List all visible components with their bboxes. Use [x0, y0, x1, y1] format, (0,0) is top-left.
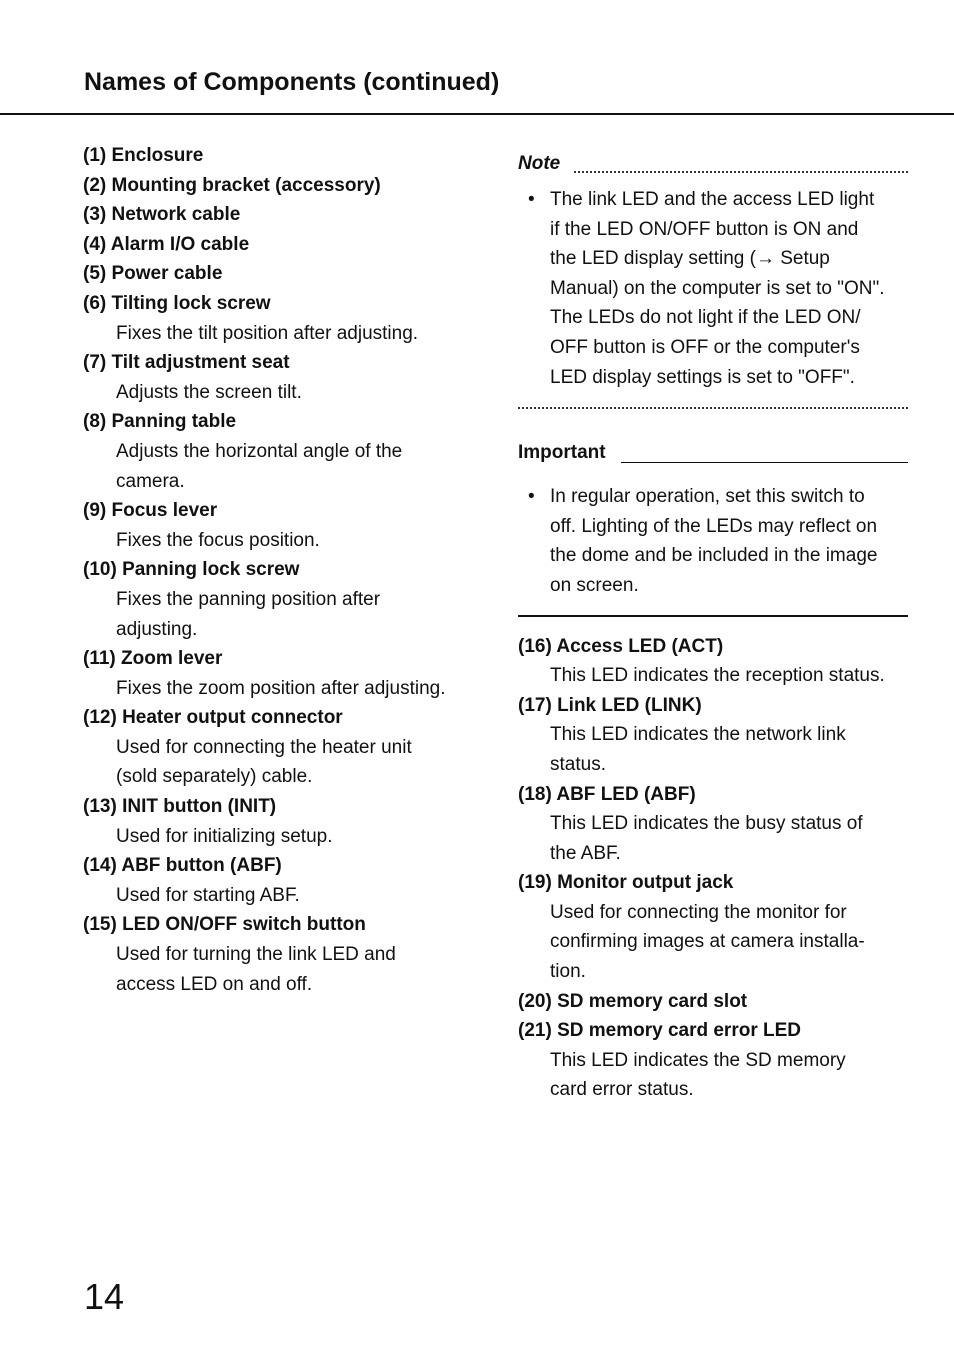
- bullet-line: off. Lighting of the LEDs may reflect on: [550, 515, 878, 537]
- component-item: [83, 407, 483, 496]
- component-item: [83, 289, 483, 348]
- bullet-item: [518, 185, 908, 392]
- component-description-line: Fixes the zoom position after adjusting.: [116, 677, 446, 699]
- component-description-line: Fixes the focus position.: [116, 529, 320, 551]
- component-item: [83, 910, 483, 999]
- component-item: [518, 987, 908, 1017]
- component-item: [83, 496, 483, 555]
- note-header: [518, 153, 908, 183]
- component-item: [518, 868, 908, 986]
- important-label: Important: [518, 442, 614, 463]
- component-item: [83, 259, 483, 289]
- bullet-line: Manual) on the computer is set to "ON".: [550, 277, 885, 299]
- component-title: (21) SD memory card error LED: [518, 1020, 801, 1042]
- bullet-line: if the LED ON/OFF button is ON and: [550, 218, 859, 240]
- important-end-rule: [518, 615, 908, 617]
- component-description-line: This LED indicates the network link: [550, 724, 846, 746]
- component-title: (4) Alarm I/O cable: [83, 233, 250, 255]
- title-divider: [0, 113, 954, 115]
- component-item: [83, 141, 483, 171]
- bullet-line: The LEDs do not light if the LED ON/: [550, 307, 861, 329]
- note-list: [518, 185, 908, 392]
- bullet-line: the dome and be included in the image: [550, 545, 878, 567]
- right-item-list: [518, 632, 908, 1106]
- component-item: [83, 200, 483, 230]
- component-description-line: This LED indicates the reception status.: [550, 665, 885, 687]
- component-item: [518, 780, 908, 869]
- component-title: (8) Panning table: [83, 411, 237, 433]
- component-title: (1) Enclosure: [83, 145, 204, 166]
- bullet-line: the LED display setting (→ Setup: [550, 248, 830, 270]
- bullet-line: on screen.: [550, 574, 639, 596]
- component-item: [83, 555, 483, 644]
- bullet-line: LED display settings is set to "OFF".: [550, 366, 855, 388]
- component-description-line: Adjusts the screen tilt.: [116, 381, 302, 403]
- component-item: [83, 171, 483, 201]
- component-item: [83, 348, 483, 407]
- component-description-line: access LED on and off.: [116, 973, 313, 995]
- component-title: (11) Zoom lever: [83, 648, 223, 670]
- component-description-line: confirming images at camera installa-: [550, 931, 865, 953]
- component-title: (10) Panning lock screw: [83, 559, 300, 581]
- important-list: [518, 482, 908, 600]
- component-title: (12) Heater output connector: [83, 707, 343, 729]
- note-end-rule: [518, 407, 908, 409]
- component-description-line: adjusting.: [116, 618, 198, 640]
- component-title: (19) Monitor output jack: [518, 872, 734, 894]
- component-title: (2) Mounting bracket (accessory): [83, 174, 381, 196]
- page-number: 14: [84, 1276, 125, 1317]
- component-description-line: Fixes the tilt position after adjusting.: [116, 322, 419, 344]
- page-title: Names of Components (continued): [84, 68, 500, 96]
- component-description-line: tion.: [550, 961, 586, 983]
- component-item: [83, 851, 483, 910]
- component-title: (9) Focus lever: [83, 500, 218, 522]
- component-description-line: Used for connecting the heater unit: [116, 736, 412, 758]
- component-description-line: Fixes the panning position after: [116, 588, 381, 610]
- important-rule: [621, 462, 908, 463]
- component-description-line: Used for initializing setup.: [116, 825, 333, 847]
- component-description-line: Adjusts the horizontal angle of the: [116, 440, 403, 462]
- component-description-line: This LED indicates the SD memory: [550, 1049, 846, 1071]
- component-item: [83, 703, 483, 792]
- note-label: Note: [518, 153, 568, 174]
- component-description-line: status.: [550, 753, 606, 775]
- component-description-line: camera.: [116, 470, 185, 492]
- component-description-line: Used for turning the link LED and: [116, 944, 396, 966]
- component-description-line: card error status.: [550, 1079, 694, 1101]
- component-title: (15) LED ON/OFF switch button: [83, 914, 366, 936]
- bullet-line: OFF button is OFF or the computer's: [550, 336, 860, 358]
- component-title: (5) Power cable: [83, 263, 223, 285]
- component-title: (7) Tilt adjustment seat: [83, 352, 290, 374]
- component-item: [83, 792, 483, 851]
- component-title: (3) Network cable: [83, 204, 241, 226]
- left-column: [83, 141, 483, 999]
- component-item: [518, 632, 908, 691]
- component-title: (20) SD memory card slot: [518, 990, 748, 1012]
- component-title: (14) ABF button (ABF): [83, 855, 282, 877]
- component-description-line: Used for connecting the monitor for: [550, 901, 847, 923]
- component-title: (17) Link LED (LINK): [518, 694, 702, 716]
- bullet-line: In regular operation, set this switch to: [550, 486, 865, 508]
- component-description-line: the ABF.: [550, 842, 621, 864]
- component-title: (13) INIT button (INIT): [83, 796, 277, 818]
- right-column: [518, 141, 908, 1105]
- important-header: [518, 442, 908, 472]
- component-item: [518, 691, 908, 780]
- component-description-line: This LED indicates the busy status of: [550, 813, 863, 835]
- note-dotted-rule: [574, 171, 908, 173]
- component-item: [518, 1016, 908, 1105]
- component-item: [83, 644, 483, 703]
- component-title: (18) ABF LED (ABF): [518, 783, 696, 805]
- component-item: [83, 230, 483, 260]
- bullet-item: [518, 482, 908, 600]
- component-description-line: (sold separately) cable.: [116, 766, 313, 788]
- component-title: (16) Access LED (ACT): [518, 635, 724, 657]
- component-description-line: Used for starting ABF.: [116, 884, 300, 906]
- bullet-line: The link LED and the access LED light: [550, 189, 875, 210]
- component-title: (6) Tilting lock screw: [83, 292, 271, 314]
